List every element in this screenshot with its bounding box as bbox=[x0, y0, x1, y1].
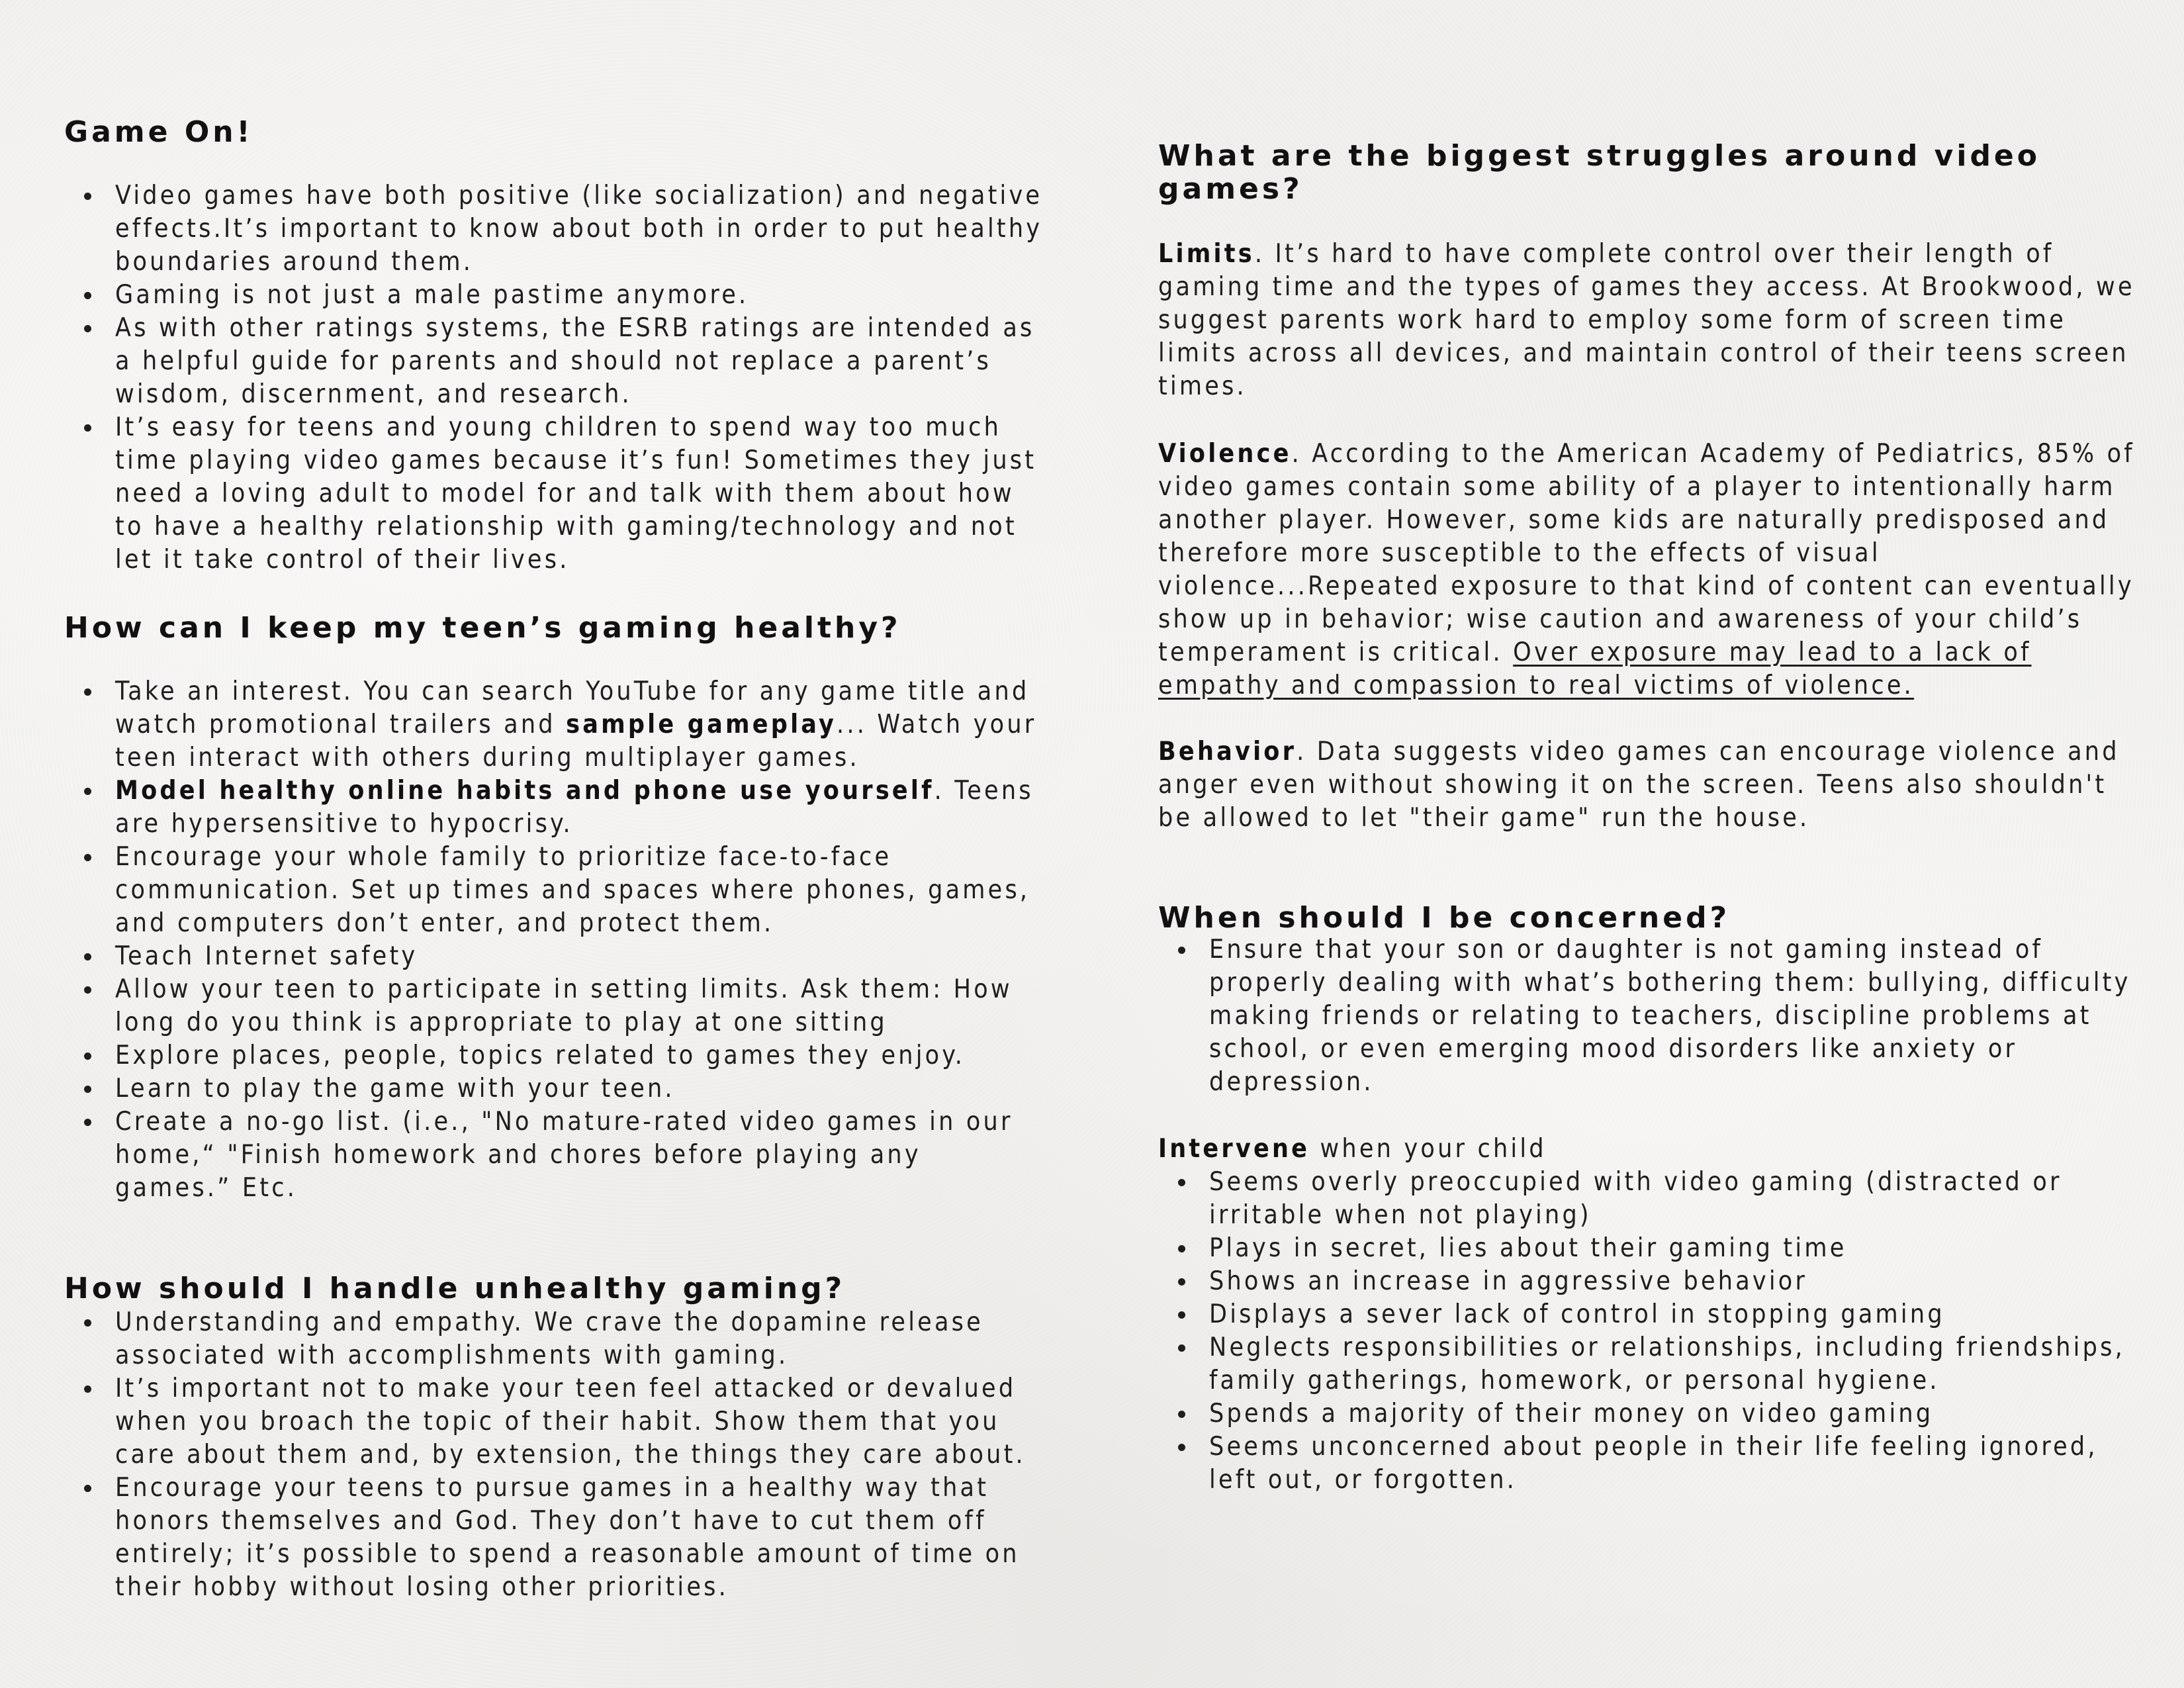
limits-label: Limits bbox=[1158, 239, 1255, 269]
intervene-text: when your child bbox=[1310, 1134, 1547, 1164]
limits-text: . It’s hard to have complete control over their length of gaming time and the types of games they access. At Brookwood, we suggest parents work hard to employ some form of screen time limits across all devices, and maintain control of their teens screen times. bbox=[1158, 239, 2135, 401]
list-item bbox=[64, 774, 1044, 841]
list-item: Explore places, people, topics related to games they enjoy. bbox=[64, 1039, 1044, 1072]
item-bold-text: Model healthy online habits and phone use yourself bbox=[115, 776, 934, 806]
concerned-list bbox=[1158, 933, 2138, 1099]
list-item: Neglects responsibilities or relationships, including friendships, family gatherings, homework, or personal hygiene. bbox=[1158, 1331, 2138, 1397]
intervene-line bbox=[1158, 1133, 2138, 1166]
heading-game-on: Game On! bbox=[64, 115, 253, 149]
heading-concerned: When should I be concerned? bbox=[1158, 901, 1731, 935]
list-item: As with other ratings systems, the ESRB ratings are intended as a helpful guide for parents and should not replace a parent’s wisdom, discernment, and research. bbox=[64, 312, 1044, 411]
list-item: Spends a majority of their money on video gaming bbox=[1158, 1397, 2138, 1430]
intervene-list bbox=[1158, 1166, 2138, 1497]
item-text: . Teens are hypersensitive to hypocrisy. bbox=[115, 776, 1034, 839]
list-item: Encourage your teens to pursue games in a healthy way that honors themselves and God. They don’t have to cut them off entirely; it’s possible to spend a reasonable amount of time on their hobby without losing other priorities. bbox=[64, 1472, 1044, 1604]
list-item: Teach Internet safety bbox=[64, 940, 1044, 973]
list-item: Video games have both positive (like socialization) and negative effects.It’s important to know about both in order to put healthy boundaries around them. bbox=[64, 179, 1044, 279]
list-item: Learn to play the game with your teen. bbox=[64, 1072, 1044, 1105]
item-text: Take an interest. You can search YouTube for any game title and watch promotional trailers and bbox=[115, 677, 1030, 739]
intervene-label: Intervene bbox=[1158, 1134, 1310, 1164]
handle-unhealthy-list bbox=[64, 1306, 1044, 1604]
heading-struggles: What are the biggest struggles around video games? bbox=[1158, 139, 2041, 206]
behavior-paragraph bbox=[1158, 735, 2138, 835]
list-item: Allow your teen to participate in setting limits. Ask them: How long do you think is appropriate to play at one sitting bbox=[64, 973, 1044, 1039]
item-text: ... Watch your teen interact with others during multiplayer games. bbox=[115, 710, 1037, 773]
violence-text: . According to the American Academy of Pediatrics, 85% of video games contain some ability of a player to intentionally harm another player. However, some kids are naturally predisposed and therefore more susceptible to the effects of visual violence...Repeated exposure to that kind of content can eventually show up in behavior; wise caution and awareness of your child’s temperament is critical. bbox=[1158, 439, 2135, 667]
keep-healthy-list bbox=[64, 675, 1044, 1205]
list-item: It’s easy for teens and young children to spend way too much time playing video games because it’s fun! Sometimes they just need a loving adult to model for and talk with them about how to have a healthy relationship with gaming/technology and not let it take control of their lives. bbox=[64, 411, 1044, 577]
list-item: Plays in secret, lies about their gaming time bbox=[1158, 1232, 2138, 1265]
list-item bbox=[64, 675, 1044, 774]
list-item: Understanding and empathy. We crave the dopamine release associated with accomplishments with gaming. bbox=[64, 1306, 1044, 1372]
behavior-text: . Data suggests video games can encourage violence and anger even without showing it on the screen. Teens also shouldn't be allowed to let "their game" run the house. bbox=[1158, 737, 2120, 833]
list-item: Gaming is not just a male pastime anymore. bbox=[64, 279, 1044, 312]
game-on-list bbox=[64, 179, 1044, 577]
behavior-label: Behavior bbox=[1158, 737, 1297, 767]
list-item: Shows an increase in aggressive behavior bbox=[1158, 1265, 2138, 1298]
violence-underlined-text: Over exposure may lead to a lack of empathy and compassion to real victims of violence. bbox=[1158, 637, 2032, 700]
heading-handle-unhealthy: How should I handle unhealthy gaming? bbox=[64, 1272, 846, 1305]
list-item: It’s important not to make your teen feel attacked or devalued when you broach the topic of their habit. Show them that you care about them and, by extension, the things they care about. bbox=[64, 1372, 1044, 1472]
list-item: Ensure that your son or daughter is not gaming instead of properly dealing with what’s bothering them: bullying, difficulty making friends or relating to teachers, discipline problems at school, or even emerging mood disorders like anxiety or depression. bbox=[1158, 933, 2138, 1099]
list-item: Displays a sever lack of control in stopping gaming bbox=[1158, 1298, 2138, 1331]
heading-keep-healthy: How can I keep my teen’s gaming healthy? bbox=[64, 611, 901, 645]
list-item: Encourage your whole family to prioritize face-to-face communication. Set up times and spaces where phones, games, and computers don’t enter, and protect them. bbox=[64, 841, 1044, 940]
limits-paragraph bbox=[1158, 238, 2138, 403]
item-bold-text: sample gameplay bbox=[566, 710, 837, 739]
list-item: Create a no-go list. (i.e., "No mature-rated video games in our home,“ "Finish homework and chores before playing any games.” Etc. bbox=[64, 1105, 1044, 1205]
list-item: Seems unconcerned about people in their life feeling ignored, left out, or forgotten. bbox=[1158, 1430, 2138, 1497]
violence-paragraph bbox=[1158, 438, 2138, 702]
list-item: Seems overly preoccupied with video gaming (distracted or irritable when not playing) bbox=[1158, 1166, 2138, 1232]
violence-label: Violence bbox=[1158, 439, 1292, 469]
